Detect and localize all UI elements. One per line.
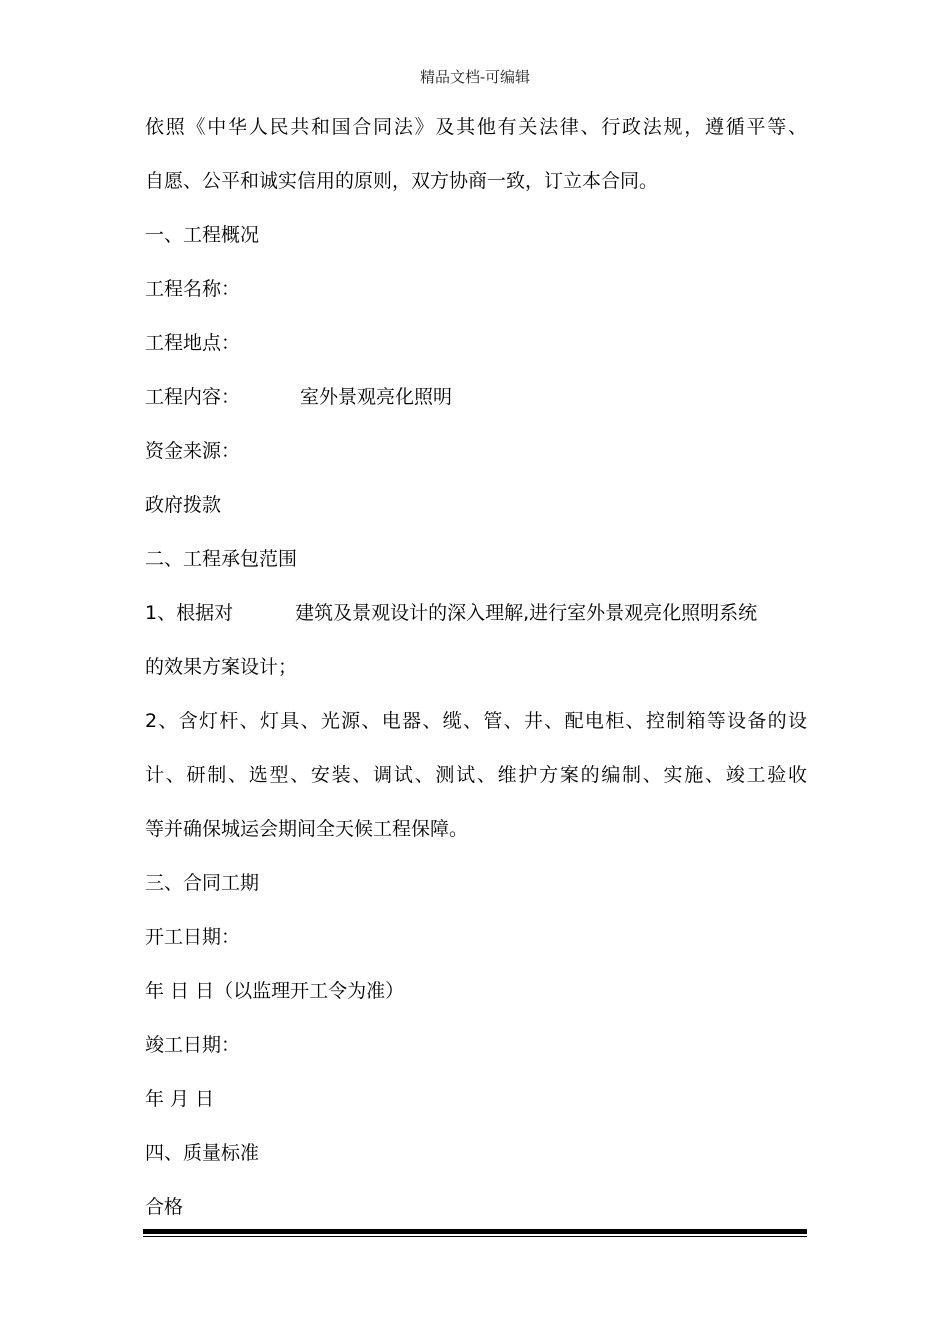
start-date-value: 年 日 日（以监理开工令为准） bbox=[145, 980, 405, 1002]
completion-date-value: 年 月 日 bbox=[145, 1088, 215, 1110]
text-line: 计、研制、选型、安装、调试、测试、维护方案的编制、实施、竣工验收 bbox=[145, 764, 807, 786]
text-line: 2、含灯杆、灯具、光源、电器、缆、管、井、配电柜、控制箱等设备的设 bbox=[145, 710, 807, 732]
scope-item-1 bbox=[145, 601, 757, 625]
quality-standard-value: 合格 bbox=[145, 1196, 184, 1218]
text-line: 依照《中华人民共和国合同法》及其他有关法律、行政法规，遵循平等、 bbox=[145, 116, 807, 138]
section-heading-3: 三、合同工期 bbox=[145, 872, 260, 894]
completion-date-label: 竣工日期： bbox=[145, 1034, 241, 1056]
footer-rule-thin bbox=[143, 1236, 807, 1237]
funding-source-value: 政府拨款 bbox=[145, 494, 222, 516]
project-content-label: 工程内容： bbox=[145, 386, 241, 408]
scope-item-2 bbox=[145, 709, 807, 733]
section-heading-1: 一、工程概况 bbox=[145, 224, 260, 246]
scope-item-2-cont bbox=[145, 763, 807, 787]
project-content-row bbox=[145, 385, 452, 409]
paragraph-line: 自愿、公平和诚实信用的原则，双方协商一致，订立本合同。 bbox=[145, 170, 659, 192]
footer-rule-thick bbox=[143, 1229, 807, 1234]
section-heading-4: 四、质量标准 bbox=[145, 1142, 260, 1164]
section-heading-2: 二、工程承包范围 bbox=[145, 548, 298, 570]
project-location-label: 工程地点： bbox=[145, 332, 241, 354]
scope-item-1-text: 建筑及景观设计的深入理解,进行室外景观亮化照明系统 bbox=[295, 602, 758, 624]
scope-item-1-cont: 的效果方案设计； bbox=[145, 656, 298, 678]
scope-item-2-end: 等并确保城运会期间全天候工程保障。 bbox=[145, 818, 469, 840]
page-header: 精品文档-可编辑 bbox=[419, 68, 531, 86]
project-name-label: 工程名称： bbox=[145, 278, 241, 300]
scope-item-1-prefix: 1、根据对 bbox=[145, 602, 234, 624]
project-content-value: 室外景观亮化照明 bbox=[300, 386, 453, 408]
funding-source-label: 资金来源： bbox=[145, 440, 241, 462]
start-date-label: 开工日期： bbox=[145, 926, 241, 948]
paragraph-line bbox=[145, 115, 807, 139]
